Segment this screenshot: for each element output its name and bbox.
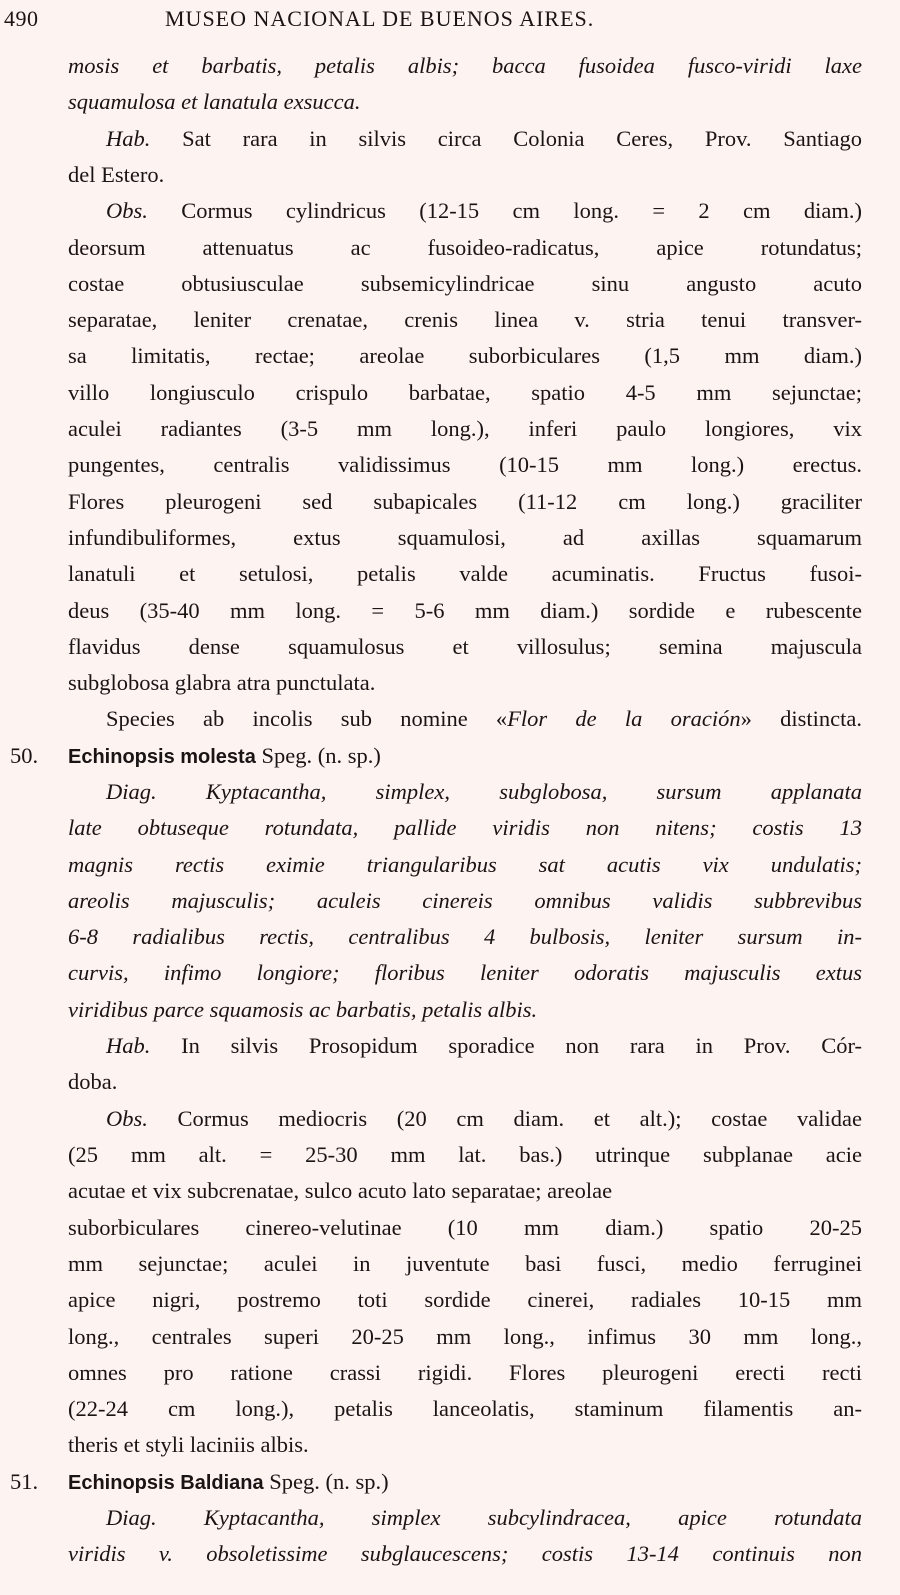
text-line: [68, 375, 862, 411]
italic-text: areolis majusculis; aculeis cinereis omnibus validis subbrevibus: [68, 888, 862, 913]
italic-text: Diag. Kyptacantha, simplex, subglobosa, sursum applanata: [106, 779, 862, 804]
species-name: Echinopsis molesta: [68, 746, 256, 768]
text-run: Speg. (n. sp.): [263, 1469, 389, 1494]
text-line: [68, 338, 862, 374]
text-run: (25 mm alt. = 25-30 mm lat. bas.) utrinque subplanae acie: [68, 1142, 862, 1167]
text-run: Cormus mediocris (20 cm diam. et alt.); costae validae: [147, 1106, 862, 1131]
text-line: [106, 1028, 862, 1064]
text-line: [68, 484, 862, 520]
text-run: (22-24 cm long.), petalis lanceolatis, staminum filamentis an-: [68, 1396, 862, 1421]
text-line: [68, 1464, 862, 1500]
text-line: [68, 955, 862, 991]
text-run: flavidus dense squamulosus et villosulus; semina majuscula: [68, 634, 862, 659]
text-run: doba.: [68, 1069, 118, 1094]
text-run: subglobosa glabra atra punctulata.: [68, 670, 376, 695]
species-name: Echinopsis Baldiana: [68, 1472, 264, 1494]
text-line: [68, 1355, 862, 1391]
text-run: infundibuliformes, extus squamulosi, ad axillas squamarum: [68, 525, 862, 550]
text-line: [68, 1282, 862, 1318]
italic-text: Hab.: [106, 1033, 151, 1058]
text-line: [68, 157, 862, 193]
text-line: [68, 1064, 862, 1100]
text-run: » distincta.: [740, 706, 863, 731]
italic-text: Hab.: [106, 126, 151, 151]
text-run: villo longiusculo crispulo barbatae, spatio 4-5 mm sejunctae;: [68, 380, 862, 405]
text-run: lanatuli et setulosi, petalis valde acuminatis. Fructus fusoi-: [68, 561, 862, 586]
text-line: [68, 1319, 862, 1355]
italic-text: viridis v. obsoletissime subglaucescens; costis 13-14 continuis non: [68, 1541, 862, 1566]
text-run: In silvis Prosopidum sporadice non rara in Prov. Cór-: [150, 1033, 862, 1058]
text-line: [68, 266, 862, 302]
italic-text: 6-8 radialibus rectis, centralibus 4 bulbosis, leniter sursum in-: [68, 924, 862, 949]
text-run: Cormus cylindricus (12-15 cm long. = 2 cm diam.): [147, 198, 862, 223]
text-line: [68, 411, 862, 447]
text-line: [106, 774, 862, 810]
italic-text: squamulosa et lanatula exsucca.: [68, 89, 361, 114]
italic-text: late obtuseque rotundata, pallide viridis non nitens; costis 13: [68, 815, 862, 840]
text-line: [68, 810, 862, 846]
text-run: costae obtusiusculae subsemicylindricae sinu angusto acuto: [68, 271, 862, 296]
species-number: 50.: [10, 743, 39, 768]
text-line: [68, 84, 862, 120]
text-line: [106, 701, 862, 737]
text-line: [68, 1536, 862, 1572]
text-line: [68, 919, 862, 955]
page-number: 490: [4, 6, 39, 31]
italic-text: viridibus parce squamosis ac barbatis, petalis albis.: [68, 997, 538, 1022]
text-run: sa limitatis, rectae; areolae suborbiculares (1,5 mm diam.): [68, 343, 862, 368]
text-line: [68, 302, 862, 338]
text-run: mm sejunctae; aculei in juventute basi fusci, medio ferruginei: [68, 1251, 862, 1276]
text-run: deorsum attenuatus ac fusoideo-radicatus, apice rotundatus;: [68, 235, 862, 260]
text-run: Flores pleurogeni sed subapicales (11-12 cm long.) graciliter: [68, 489, 862, 514]
italic-text: curvis, infimo longiore; floribus leniter odoratis majusculis extus: [68, 960, 862, 985]
species-number: 51.: [10, 1469, 39, 1494]
text-run: deus (35-40 mm long. = 5-6 mm diam.) sordide e rubescente: [68, 598, 862, 623]
text-line: [106, 121, 862, 157]
italic-text: Diag. Kyptacantha, simplex subcylindracea, apice rotundata: [106, 1505, 862, 1530]
text-line: [68, 48, 862, 84]
text-line: [68, 738, 862, 774]
text-run: pungentes, centralis validissimus (10-15 mm long.) erectus.: [68, 452, 862, 477]
text-line: [68, 230, 862, 266]
text-line: [106, 193, 862, 229]
italic-text: magnis rectis eximie triangularibus sat acutis vix undulatis;: [68, 852, 862, 877]
text-line: [68, 847, 862, 883]
text-line: [68, 1246, 862, 1282]
text-run: omnes pro ratione crassi rigidi. Flores pleurogeni erecti recti: [68, 1360, 862, 1385]
text-run: Species ab incolis sub nomine «: [106, 706, 508, 731]
text-line: [68, 556, 862, 592]
text-run: Sat rara in silvis circa Colonia Ceres, Prov. Santiago: [150, 126, 862, 151]
italic-text: mosis et barbatis, petalis albis; bacca fusoidea fusco-viridi laxe: [68, 53, 862, 78]
text-line: [68, 447, 862, 483]
text-line: [68, 1137, 862, 1173]
text-line: [68, 520, 862, 556]
text-run: apice nigri, postremo toti sordide cinerei, radiales 10-15 mm: [68, 1287, 862, 1312]
text-run: aculei radiantes (3-5 mm long.), inferi paulo longiores, vix: [68, 416, 862, 441]
italic-text: Obs.: [106, 1106, 148, 1131]
italic-text: Flor de la oración: [507, 706, 741, 731]
text-run: long., centrales superi 20-25 mm long., infimus 30 mm long.,: [68, 1324, 862, 1349]
text-line: [68, 629, 862, 665]
text-run: suborbiculares cinereo-velutinae (10 mm diam.) spatio 20-25: [68, 1215, 862, 1240]
text-line: [68, 1173, 862, 1209]
running-title: MUSEO NACIONAL DE BUENOS AIRES.: [165, 6, 595, 31]
text-line: [68, 883, 862, 919]
text-line: [68, 1427, 862, 1463]
text-line: [68, 593, 862, 629]
text-line: [68, 1210, 862, 1246]
text-line: [106, 1101, 862, 1137]
text-run: Speg. (n. sp.): [255, 743, 381, 768]
text-line: [106, 1500, 862, 1536]
italic-text: Obs.: [106, 198, 148, 223]
text-run: del Estero.: [68, 162, 165, 187]
text-run: theris et styli laciniis albis.: [68, 1432, 309, 1457]
text-line: [68, 665, 862, 701]
text-line: [68, 992, 862, 1028]
text-run: separatae, leniter crenatae, crenis linea v. stria tenui transver-: [68, 307, 862, 332]
text-run: acutae et vix subcrenatae, sulco acuto lato separatae; areolae: [68, 1178, 613, 1203]
text-line: [68, 1391, 862, 1427]
